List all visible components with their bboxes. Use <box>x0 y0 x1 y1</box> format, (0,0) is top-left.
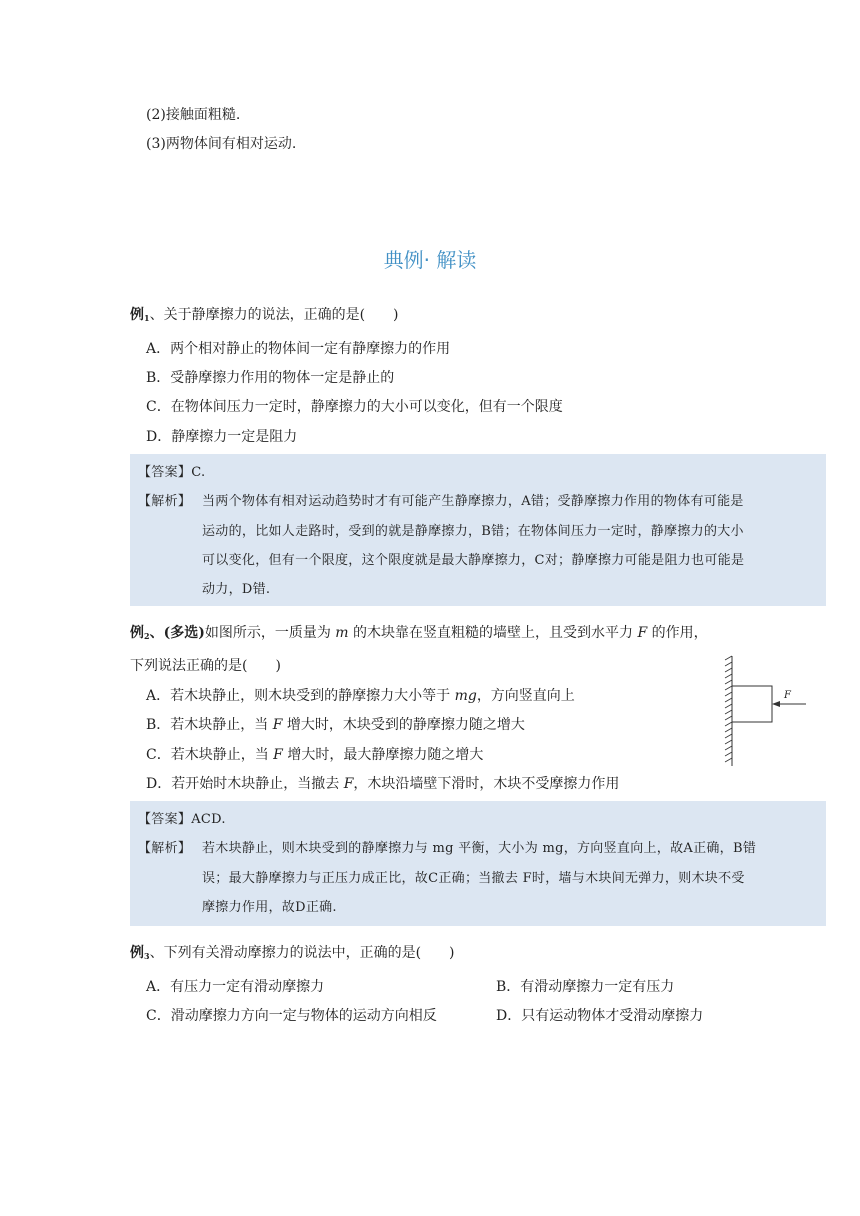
ex2-num: 2 <box>144 631 150 641</box>
ex2-label: 例 <box>130 625 144 641</box>
ex2-option-b-text-1: B．若木块静止，当 <box>146 717 273 733</box>
ex2-answer: 【答案】ACD. <box>138 812 226 827</box>
wall-block-figure <box>718 652 818 770</box>
ex2-option-b <box>146 714 525 734</box>
ex2-var-m: m <box>335 625 349 641</box>
ex3-stem <box>130 942 455 962</box>
ex2-option-a <box>146 685 575 705</box>
ex2-option-d-text-2: ，木块沿墙壁下滑时，木块不受摩擦力作用 <box>353 776 620 792</box>
wall-hatching <box>725 656 732 762</box>
ex3-option-b: B．有滑动摩擦力一定有压力 <box>496 979 675 995</box>
ex1-analysis-4: 动力，D错. <box>202 582 271 597</box>
ex2-analysis-2: 误；最大静摩擦力与正压力成正比，故C正确；当撤去 F时，墙与木块间无弹力，则木块不受 <box>202 871 745 886</box>
ex1-analysis-2: 运动的，比如人走路时，受到的就是静摩擦力，B错；在物体间压力一定时，静摩擦力的大小 <box>202 524 744 539</box>
ex1-num: 1 <box>144 313 150 323</box>
ex2-stem-1b: 的木块靠在竖直粗糙的墙壁上，且受到水平力 <box>348 625 638 641</box>
ex2-option-a-text-2: ，方向竖直向上 <box>476 688 575 704</box>
ex1-option-a: A．两个相对静止的物体间一定有静摩擦力的作用 <box>146 341 451 357</box>
ex1-option-d: D．静摩擦力一定是阻力 <box>146 429 298 445</box>
ex2-option-b-text-2: 增大时，木块受到的静摩擦力随之增大 <box>282 717 525 733</box>
ex2-option-c-f: F <box>273 747 283 763</box>
ex2-option-d-f: F <box>343 776 354 792</box>
wooden-block <box>732 686 772 722</box>
ex1-solution-box <box>130 454 826 606</box>
ex2-analysis-3: 摩擦力作用，故D正确. <box>202 900 337 915</box>
ex1-label: 例 <box>130 307 144 323</box>
ex1-analysis-label: 【解析】 <box>138 494 192 509</box>
ex2-option-a-mg: mg <box>454 688 477 704</box>
ex2-analysis-1: 若木块静止，则木块受到的静摩擦力与 mg 平衡，大小为 mg，方向竖直向上，故A正确，B错 <box>202 841 757 856</box>
ex2-solution-box <box>130 801 826 926</box>
ex1-stem <box>130 304 399 324</box>
ex2-option-c <box>146 744 483 764</box>
ex2-option-b-f: F <box>272 717 283 733</box>
arrow-head-icon <box>772 701 780 707</box>
section-title: 典例· 解读 <box>383 248 477 272</box>
force-label: F <box>784 690 791 701</box>
intro-line-3: (3)两物体间有相对运动. <box>146 136 297 152</box>
ex2-option-c-text-1: C．若木块静止，当 <box>146 747 274 763</box>
ex2-tag: 、(多选) <box>149 625 205 641</box>
ex3-option-a: A．有压力一定有滑动摩擦力 <box>146 979 325 995</box>
ex2-analysis-label: 【解析】 <box>138 841 192 856</box>
ex1-analysis-3: 可以变化，但有一个限度，这个限度就是最大静摩擦力，C对；静摩擦力可能是阻力也可能是 <box>202 553 745 568</box>
ex1-option-b: B．受静摩擦力作用的物体一定是静止的 <box>146 370 395 386</box>
ex3-num: 3 <box>144 951 150 961</box>
ex1-answer: 【答案】C. <box>138 465 206 480</box>
ex2-stem-line-1 <box>130 622 708 642</box>
ex3-option-d: D．只有运动物体才受滑动摩擦力 <box>496 1008 704 1024</box>
ex2-option-d <box>146 773 619 793</box>
ex3-label: 例 <box>130 945 144 961</box>
ex2-option-a-text-1: A．若木块静止，则木块受到的静摩擦力大小等于 <box>146 688 455 704</box>
ex1-stem-text: 、关于静摩擦力的说法，正确的是( ) <box>149 307 399 323</box>
ex2-stem-1a: 如图所示，一质量为 <box>204 625 336 641</box>
ex3-option-c: C．滑动摩擦力方向一定与物体的运动方向相反 <box>146 1008 437 1024</box>
ex2-stem-1c: 的作用， <box>647 625 708 641</box>
ex2-option-d-text-1: D．若开始时木块静止，当撤去 <box>146 776 344 792</box>
ex1-analysis-1: 当两个物体有相对运动趋势时才有可能产生静摩擦力，A错；受静摩擦力作用的物体有可能是 <box>202 494 744 509</box>
ex3-stem-text: 、下列有关滑动摩擦力的说法中，正确的是( ) <box>149 945 455 961</box>
ex1-option-c: C．在物体间压力一定时，静摩擦力的大小可以变化，但有一个限度 <box>146 399 563 415</box>
intro-line-2: (2)接触面粗糙. <box>146 107 241 123</box>
ex2-option-c-text-2: 增大时，最大静摩擦力随之增大 <box>282 747 484 763</box>
ex2-var-f: F <box>637 625 648 641</box>
ex2-stem-line-2: 下列说法正确的是( ) <box>130 658 281 674</box>
